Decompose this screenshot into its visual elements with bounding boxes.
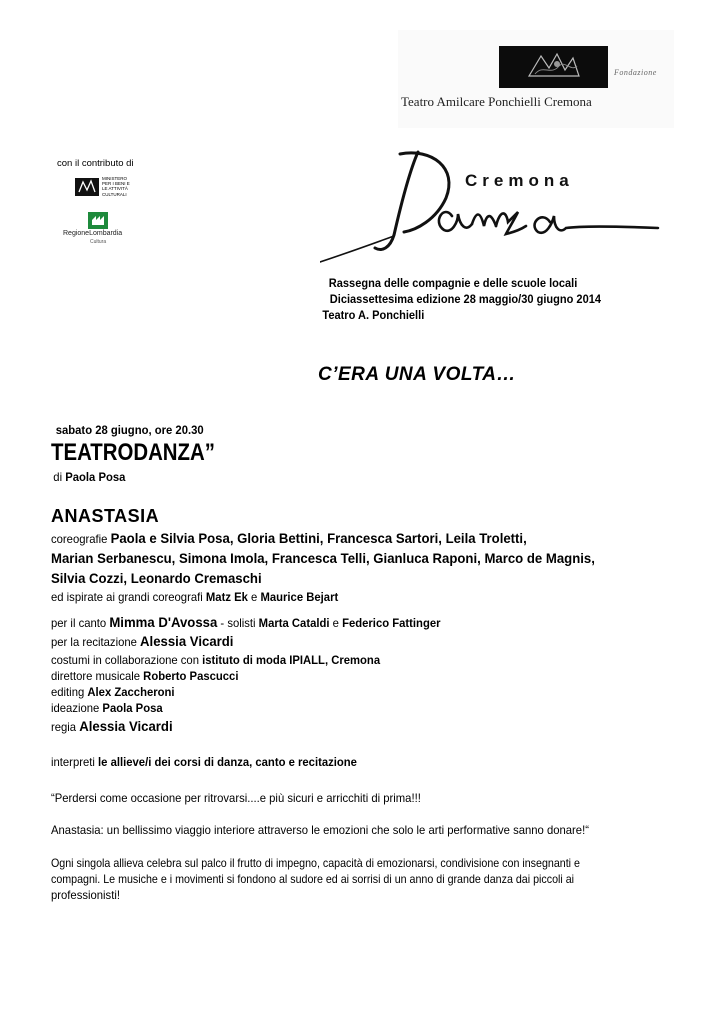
choreo-line-1 xyxy=(51,530,527,546)
quote-1: “Perdersi come occasione per ritrovarsi....e più sicuri e arricchiti di prima!!! xyxy=(51,791,421,805)
canto-label: per il canto xyxy=(51,616,107,630)
soloist-1: Marta Cataldi xyxy=(258,616,330,630)
soloists-label: - solisti xyxy=(220,616,256,630)
foundation-logo xyxy=(499,46,608,88)
music-line xyxy=(51,669,238,683)
by-name: Paola Posa xyxy=(65,470,126,484)
piece-title: ANASTASIA xyxy=(51,506,160,526)
music-name: Roberto Pascucci xyxy=(143,669,239,683)
editing-line xyxy=(51,685,175,699)
choreo-names-2: Marian Serbanescu, Simona Imola, Francesca Telli, Gianluca Raponi, Marco de Magnis, xyxy=(51,550,595,566)
ministry-text-line: MINISTERO xyxy=(102,176,128,181)
regia-name: Alessia Vicardi xyxy=(79,718,173,734)
contribution-label: con il contributo di xyxy=(57,158,134,169)
ministry-logo xyxy=(75,176,135,198)
theatre-name: Teatro Amilcare Ponchielli Cremona xyxy=(401,94,592,109)
costumes-line xyxy=(51,653,380,667)
editing-label: editing xyxy=(51,685,85,699)
idea-name: Paola Posa xyxy=(102,701,163,715)
by-label: di xyxy=(53,470,63,484)
region-emblem-icon xyxy=(88,212,108,229)
event-date: sabato 28 giugno, ore 20.30 xyxy=(55,423,204,437)
recit-line xyxy=(51,633,233,649)
regia-line xyxy=(51,718,173,734)
region-subtitle: Cultura xyxy=(90,239,107,245)
recit-name: Alessia Vicardi xyxy=(140,633,234,649)
recit-label: per la recitazione xyxy=(51,635,137,649)
interpreti-label: interpreti xyxy=(51,755,95,769)
show-title: C’ERA UNA VOLTA… xyxy=(318,364,516,385)
ministry-text-line: CULTURALI xyxy=(102,191,127,197)
foundation-emblem-icon xyxy=(499,46,608,88)
inspired-label: ed ispirate ai grandi coreografi xyxy=(51,590,203,604)
festival-line-1: Rassegna delle compagnie e delle scuole locali xyxy=(328,276,578,290)
costumes-name: istituto di moda IPIALL, Cremona xyxy=(202,653,381,667)
soloists-and: e xyxy=(332,616,339,630)
paragraph-line-1: Ogni singola allieva celebra sul palco il frutto di impegno, capacità di emozionarsi, condivisione con insegnanti e xyxy=(51,856,580,870)
inspired-a: Matz Ek xyxy=(205,590,248,604)
paragraph-line-2: compagni. Le musiche e i movimenti si fondono al sudore ed ai sorrisi di un anno di grande danza dai piccoli ai xyxy=(51,872,575,886)
canto-name: Mimma D'Avossa xyxy=(109,614,218,630)
quote-2: Anastasia: un bellissimo viaggio interiore attraverso le emozioni che solo le arti performative sanno donare!“ xyxy=(51,823,589,837)
canto-line xyxy=(51,614,440,630)
event-byline xyxy=(53,470,125,484)
choreo-label: coreografie xyxy=(51,532,108,546)
festival-line-3: Teatro A. Ponchielli xyxy=(322,308,425,322)
inspired-b: Maurice Bejart xyxy=(260,590,339,604)
festival-line-2: Diciassettesima edizione 28 maggio/30 giugno 2014 xyxy=(329,292,601,306)
idea-label: ideazione xyxy=(51,701,100,715)
inspired-line xyxy=(51,590,338,604)
editing-name: Alex Zaccheroni xyxy=(87,685,175,699)
soloist-2: Federico Fattinger xyxy=(342,616,441,630)
costumes-label: costumi in collaborazione con xyxy=(51,653,199,667)
choreo-names-3: Silvia Cozzi, Leonardo Cremaschi xyxy=(51,570,262,586)
company-name: TEATRODANZA” xyxy=(51,439,215,466)
choreo-names-1: Paola e Silvia Posa, Gloria Bettini, Francesca Sartori, Leila Troletti, xyxy=(110,530,527,546)
interpreti-text: le allieve/i dei corsi di danza, canto e recitazione xyxy=(98,755,357,769)
paragraph-line-3: professionisti! xyxy=(51,888,120,902)
foundation-label: Fondazione xyxy=(614,68,657,77)
regia-label: regia xyxy=(51,720,77,734)
region-name: RegioneLombardia xyxy=(63,230,123,237)
music-label: direttore musicale xyxy=(51,669,141,683)
ministry-text-line: LE ATTIVITÀ xyxy=(102,186,128,192)
interpreti-line xyxy=(51,755,357,769)
idea-line xyxy=(51,701,163,715)
danza-script-logo xyxy=(320,140,665,265)
ministry-text-line: PER I BENI E xyxy=(102,181,130,187)
inspired-and: e xyxy=(251,590,258,604)
brand-city: Cremona xyxy=(465,171,574,190)
